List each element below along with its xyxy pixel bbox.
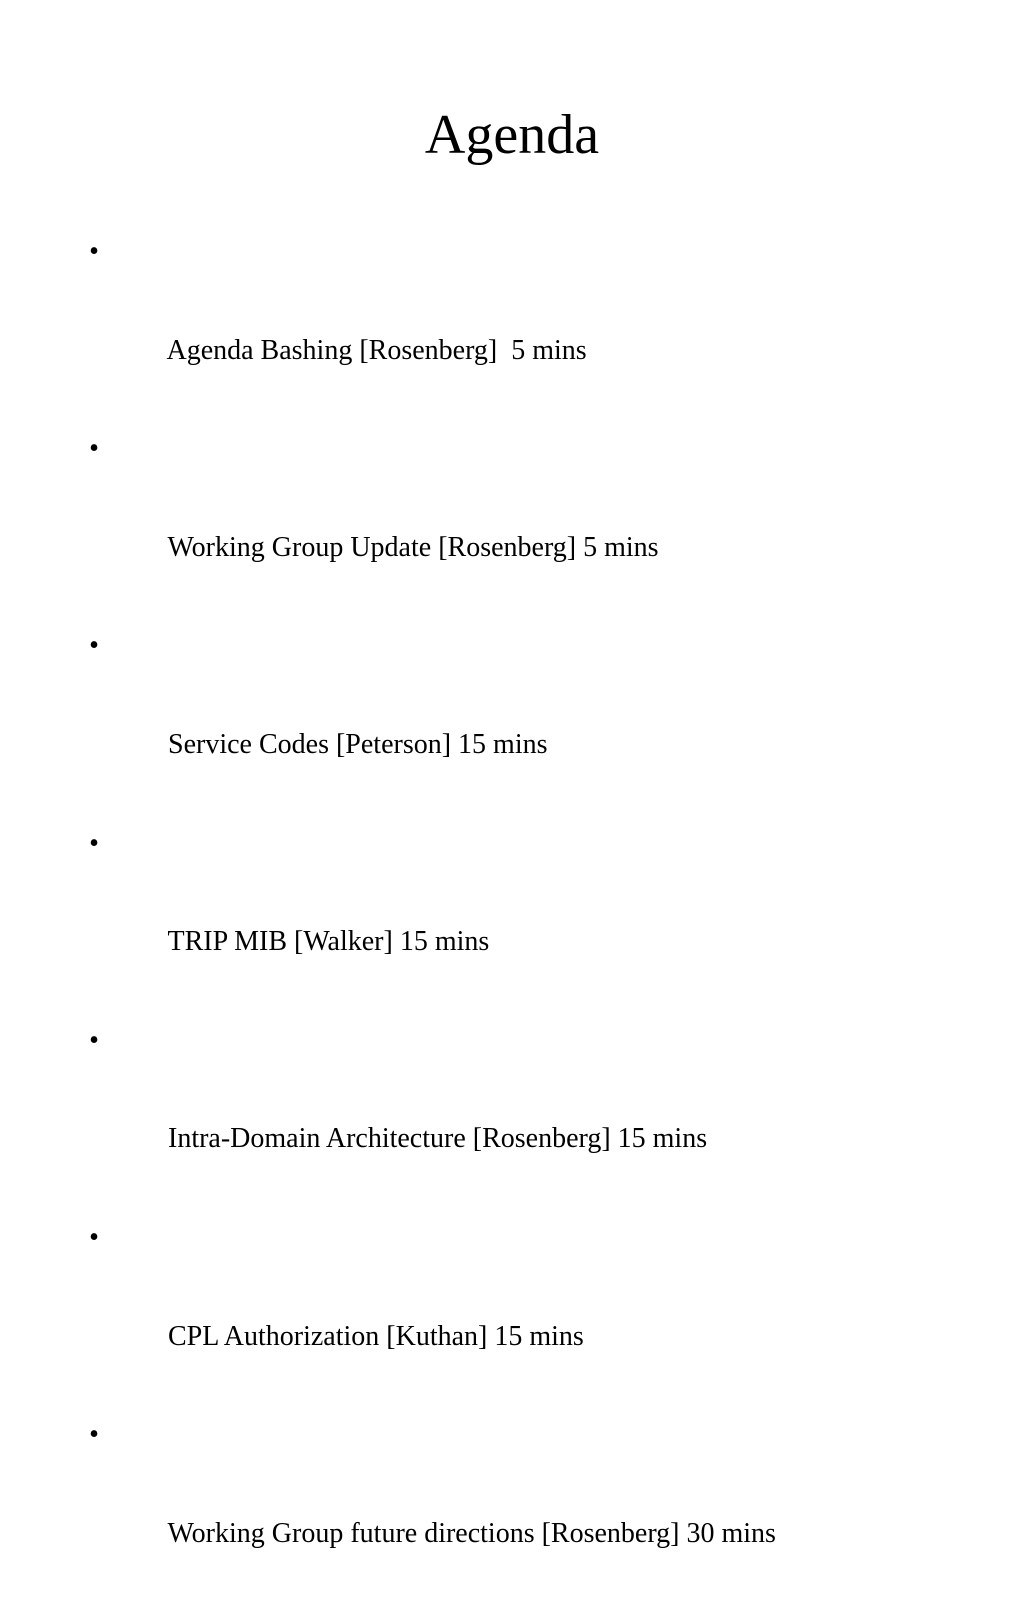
agenda-item xyxy=(84,227,776,424)
agenda-item xyxy=(84,1213,776,1410)
bullet-icon: • xyxy=(89,1221,99,1253)
agenda-item-text: Agenda Bashing [Rosenberg] 5 mins xyxy=(166,334,587,366)
bullet-icon: • xyxy=(89,827,99,859)
slide-title: Agenda xyxy=(424,104,600,166)
agenda-item xyxy=(84,819,776,1016)
agenda-item xyxy=(84,621,776,818)
agenda-item-text: TRIP MIB [Walker] 15 mins xyxy=(167,926,490,958)
agenda-item-text: CPL Authorization [Kuthan] 15 mins xyxy=(168,1320,584,1352)
agenda-list xyxy=(84,227,776,1607)
agenda-item-text: Intra-Domain Architecture [Rosenberg] 15 mins xyxy=(168,1123,708,1155)
bullet-icon: • xyxy=(89,236,99,267)
agenda-item xyxy=(84,424,776,621)
agenda-item-text: Working Group future directions [Rosenberg] 30 mins xyxy=(167,1517,776,1549)
bullet-icon: • xyxy=(89,630,99,662)
agenda-item-text: Service Codes [Peterson] 15 mins xyxy=(168,728,548,760)
agenda-item xyxy=(84,1410,776,1607)
agenda-item-text: Working Group Update [Rosenberg] 5 mins xyxy=(167,531,659,563)
bullet-icon: • xyxy=(89,1024,99,1056)
bullet-icon: • xyxy=(89,433,99,465)
bullet-icon: • xyxy=(89,1419,99,1451)
agenda-item xyxy=(84,1016,776,1213)
